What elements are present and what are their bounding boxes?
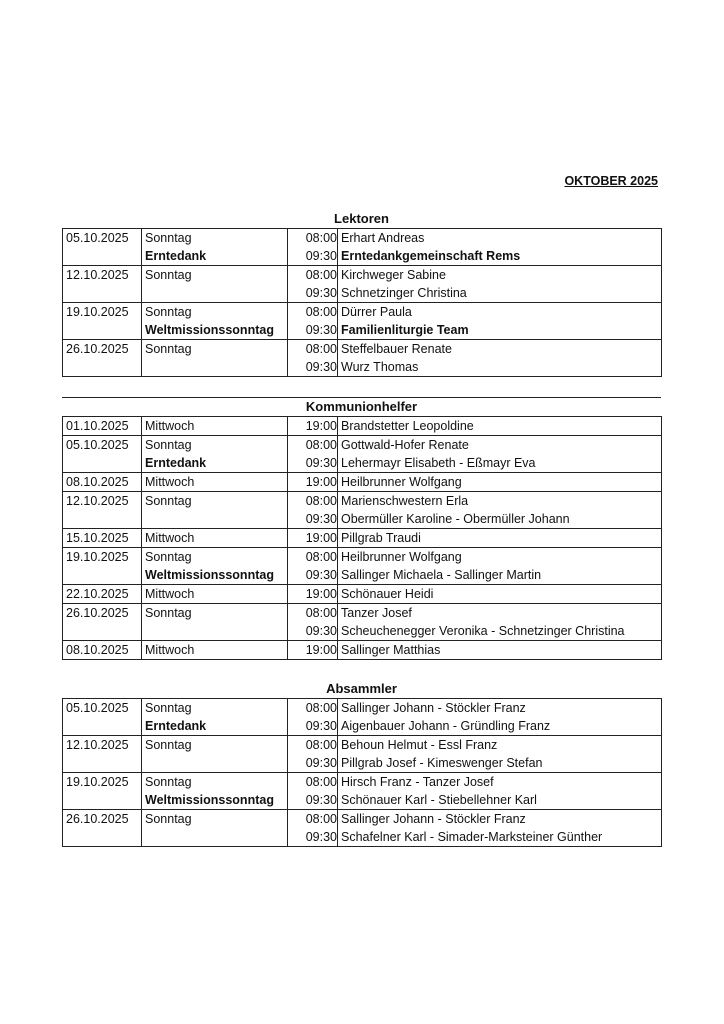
date-cell: [63, 828, 142, 847]
date-cell: [63, 321, 142, 340]
date-cell: 19.10.2025: [63, 773, 142, 792]
day-cell: Sonntag: [142, 736, 288, 755]
day-cell: [142, 828, 288, 847]
date-cell: 26.10.2025: [63, 810, 142, 829]
day-cell: Sonntag: [142, 604, 288, 623]
table-row: [63, 303, 662, 322]
time-cell: 09:30: [288, 358, 338, 377]
time-cell: 09:30: [288, 828, 338, 847]
name-cell: Schafelner Karl - Simader-Marksteiner Günther: [338, 828, 662, 847]
day-cell: [142, 754, 288, 773]
day-cell: Sonntag: [142, 773, 288, 792]
table-row: [63, 229, 662, 248]
table-row: [63, 641, 662, 660]
roster-table: [62, 698, 662, 847]
date-cell: 22.10.2025: [63, 585, 142, 604]
day-cell: [142, 622, 288, 641]
section-absammler: [62, 680, 661, 847]
name-cell: Sallinger Johann - Stöckler Franz: [338, 810, 662, 829]
name-cell: Behoun Helmut - Essl Franz: [338, 736, 662, 755]
table-row: [63, 717, 662, 736]
time-cell: 08:00: [288, 229, 338, 248]
date-cell: [63, 510, 142, 529]
time-cell: 08:00: [288, 548, 338, 567]
time-cell: 09:30: [288, 454, 338, 473]
time-cell: 19:00: [288, 641, 338, 660]
time-cell: 09:30: [288, 247, 338, 266]
table-row: [63, 604, 662, 623]
section-title: Absammler: [326, 681, 397, 696]
table-row: [63, 321, 662, 340]
month-title: OKTOBER 2025: [564, 174, 658, 188]
table-row: [63, 266, 662, 285]
name-cell: Heilbrunner Wolfgang: [338, 548, 662, 567]
table-row: [63, 810, 662, 829]
time-cell: 19:00: [288, 529, 338, 548]
table-row: [63, 529, 662, 548]
name-cell: Erntedankgemeinschaft Rems: [338, 247, 662, 266]
table-row: [63, 340, 662, 359]
roster-table: [62, 228, 662, 377]
time-cell: 08:00: [288, 736, 338, 755]
day-cell: Weltmissionssonntag: [142, 321, 288, 340]
day-cell: Sonntag: [142, 340, 288, 359]
time-cell: 08:00: [288, 773, 338, 792]
date-cell: [63, 247, 142, 266]
name-cell: Pillgrab Josef - Kimeswenger Stefan: [338, 754, 662, 773]
name-cell: Marienschwestern Erla: [338, 492, 662, 511]
time-cell: 19:00: [288, 473, 338, 492]
day-cell: Weltmissionssonntag: [142, 791, 288, 810]
day-cell: [142, 510, 288, 529]
date-cell: 12.10.2025: [63, 266, 142, 285]
time-cell: 09:30: [288, 622, 338, 641]
date-cell: 12.10.2025: [63, 492, 142, 511]
date-cell: 12.10.2025: [63, 736, 142, 755]
table-row: [63, 358, 662, 377]
date-cell: 26.10.2025: [63, 604, 142, 623]
time-cell: 08:00: [288, 436, 338, 455]
time-cell: 19:00: [288, 585, 338, 604]
date-cell: 05.10.2025: [63, 436, 142, 455]
time-cell: 09:30: [288, 717, 338, 736]
table-row: [63, 585, 662, 604]
day-cell: Sonntag: [142, 229, 288, 248]
name-cell: Scheuchenegger Veronika - Schnetzinger Christina: [338, 622, 662, 641]
date-cell: [63, 622, 142, 641]
day-cell: Erntedank: [142, 454, 288, 473]
name-cell: Heilbrunner Wolfgang: [338, 473, 662, 492]
day-cell: Mittwoch: [142, 473, 288, 492]
time-cell: 08:00: [288, 340, 338, 359]
time-cell: 08:00: [288, 266, 338, 285]
day-cell: Sonntag: [142, 436, 288, 455]
date-cell: 26.10.2025: [63, 340, 142, 359]
table-row: [63, 454, 662, 473]
name-cell: Pillgrab Traudi: [338, 529, 662, 548]
table-row: [63, 699, 662, 718]
name-cell: Schönauer Karl - Stiebellehner Karl: [338, 791, 662, 810]
date-cell: [63, 454, 142, 473]
section-title: Lektoren: [334, 211, 389, 226]
day-cell: Mittwoch: [142, 585, 288, 604]
section-title: Kommunionhelfer: [305, 399, 418, 414]
day-cell: Weltmissionssonntag: [142, 566, 288, 585]
table-row: [63, 284, 662, 303]
day-cell: Mittwoch: [142, 641, 288, 660]
name-cell: Erhart Andreas: [338, 229, 662, 248]
section-lektoren: [62, 210, 661, 377]
table-row: [63, 736, 662, 755]
table-row: [63, 417, 662, 436]
day-cell: Mittwoch: [142, 417, 288, 436]
time-cell: 08:00: [288, 303, 338, 322]
name-cell: Gottwald-Hofer Renate: [338, 436, 662, 455]
table-row: [63, 791, 662, 810]
table-row: [63, 247, 662, 266]
date-cell: 15.10.2025: [63, 529, 142, 548]
roster-table: [62, 416, 662, 660]
day-cell: Erntedank: [142, 717, 288, 736]
name-cell: Dürrer Paula: [338, 303, 662, 322]
day-cell: Sonntag: [142, 699, 288, 718]
date-cell: 05.10.2025: [63, 229, 142, 248]
table-row: [63, 510, 662, 529]
time-cell: 08:00: [288, 492, 338, 511]
time-cell: 09:30: [288, 284, 338, 303]
date-cell: [63, 717, 142, 736]
name-cell: Hirsch Franz - Tanzer Josef: [338, 773, 662, 792]
time-cell: 09:30: [288, 321, 338, 340]
name-cell: Wurz Thomas: [338, 358, 662, 377]
date-cell: 19.10.2025: [63, 303, 142, 322]
name-cell: Sallinger Matthias: [338, 641, 662, 660]
name-cell: Schnetzinger Christina: [338, 284, 662, 303]
name-cell: Brandstetter Leopoldine: [338, 417, 662, 436]
table-row: [63, 566, 662, 585]
table-row: [63, 622, 662, 641]
name-cell: Sallinger Michaela - Sallinger Martin: [338, 566, 662, 585]
date-cell: [63, 791, 142, 810]
time-cell: 08:00: [288, 699, 338, 718]
date-cell: 08.10.2025: [63, 641, 142, 660]
date-cell: [63, 284, 142, 303]
day-cell: Sonntag: [142, 492, 288, 511]
date-cell: [63, 754, 142, 773]
day-cell: [142, 284, 288, 303]
name-cell: Aigenbauer Johann - Gründling Franz: [338, 717, 662, 736]
day-cell: Sonntag: [142, 810, 288, 829]
name-cell: Lehermayr Elisabeth - Eßmayr Eva: [338, 454, 662, 473]
date-cell: [63, 358, 142, 377]
day-cell: Mittwoch: [142, 529, 288, 548]
date-cell: [63, 566, 142, 585]
table-row: [63, 828, 662, 847]
day-cell: Sonntag: [142, 303, 288, 322]
name-cell: Obermüller Karoline - Obermüller Johann: [338, 510, 662, 529]
day-cell: Sonntag: [142, 548, 288, 567]
name-cell: Sallinger Johann - Stöckler Franz: [338, 699, 662, 718]
time-cell: 08:00: [288, 810, 338, 829]
name-cell: Kirchweger Sabine: [338, 266, 662, 285]
name-cell: Familienliturgie Team: [338, 321, 662, 340]
table-row: [63, 436, 662, 455]
table-row: [63, 548, 662, 567]
date-cell: 01.10.2025: [63, 417, 142, 436]
name-cell: Steffelbauer Renate: [338, 340, 662, 359]
time-cell: 08:00: [288, 604, 338, 623]
date-cell: 08.10.2025: [63, 473, 142, 492]
time-cell: 09:30: [288, 791, 338, 810]
day-cell: Sonntag: [142, 266, 288, 285]
table-row: [63, 492, 662, 511]
table-row: [63, 473, 662, 492]
time-cell: 09:30: [288, 510, 338, 529]
time-cell: 09:30: [288, 566, 338, 585]
name-cell: Tanzer Josef: [338, 604, 662, 623]
section-kommunionhelfer: [62, 398, 661, 660]
table-row: [63, 754, 662, 773]
day-cell: [142, 358, 288, 377]
table-row: [63, 773, 662, 792]
time-cell: 19:00: [288, 417, 338, 436]
date-cell: 05.10.2025: [63, 699, 142, 718]
date-cell: 19.10.2025: [63, 548, 142, 567]
day-cell: Erntedank: [142, 247, 288, 266]
name-cell: Schönauer Heidi: [338, 585, 662, 604]
time-cell: 09:30: [288, 754, 338, 773]
